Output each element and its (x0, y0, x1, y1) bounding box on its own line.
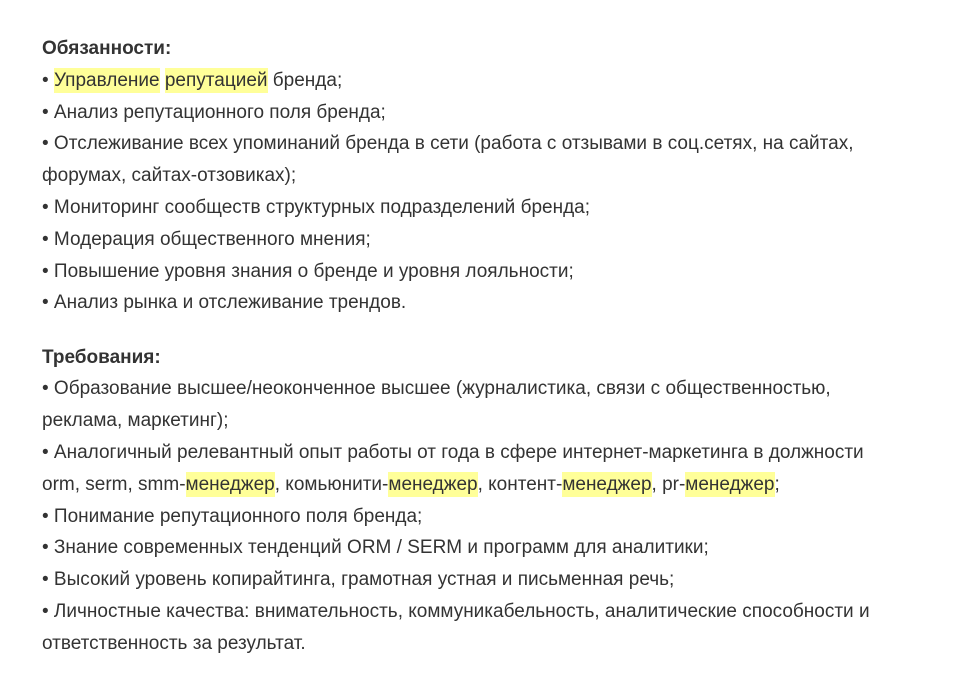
list-item: • Отслеживание всех упоминаний бренда в сети (работа с отзывами в соц.сетях, на сайтах, (42, 133, 854, 155)
list-item: • Повышение уровня знания о бренде и уровня лояльности; (42, 260, 574, 282)
list-item: • Анализ рынка и отслеживание трендов. (42, 292, 407, 314)
responsibilities-heading: Обязанности: (42, 38, 172, 59)
job-description (42, 33, 967, 660)
search-highlight: Управление (53, 69, 160, 91)
list-item-continuation: форумах, сайтах-отзовиках); (42, 165, 297, 187)
list-item: • Мониторинг сообществ структурных подразделений бренда; (42, 196, 591, 218)
list-item: • Аналогичный релевантный опыт работы от года в сфере интернет-маркетинга в должности (42, 441, 864, 463)
text-segment: , контент- (477, 473, 563, 495)
list-item: • Образование высшее/неоконченное высшее (журналистика, связи с общественностью, (42, 378, 831, 400)
list-item: • Личностные качества: внимательность, коммуникабельность, аналитические способности и (42, 600, 870, 622)
text-segment: orm, serm, smm- (42, 473, 186, 495)
list-item (42, 65, 967, 97)
search-highlight: менеджер (685, 473, 775, 495)
text-segment: , pr- (651, 473, 686, 495)
bullet: • (42, 69, 54, 91)
list-item: • Знание современных тенденций ORM / SERM и программ для аналитики; (42, 537, 709, 559)
text-segment: бренда; (267, 69, 343, 91)
search-highlight: менеджер (562, 473, 652, 495)
list-item-continuation: ответственность за результат. (42, 632, 306, 654)
list-item-continuation: реклама, маркетинг); (42, 410, 229, 432)
search-highlight: репутацией (164, 69, 268, 91)
text-segment: , комьюнити- (274, 473, 389, 495)
list-item: • Высокий уровень копирайтинга, грамотная устная и письменная речь; (42, 569, 675, 591)
text-segment: ; (774, 473, 780, 495)
list-item: • Модерация общественного мнения; (42, 228, 371, 250)
requirements-heading: Требования: (42, 346, 161, 368)
list-item: • Анализ репутационного поля бренда; (42, 101, 386, 123)
list-item-continuation (42, 469, 967, 501)
list-item: • Понимание репутационного поля бренда; (42, 505, 423, 527)
search-highlight: менеджер (388, 473, 478, 495)
section-spacer (42, 319, 967, 341)
search-highlight: менеджер (185, 473, 275, 495)
